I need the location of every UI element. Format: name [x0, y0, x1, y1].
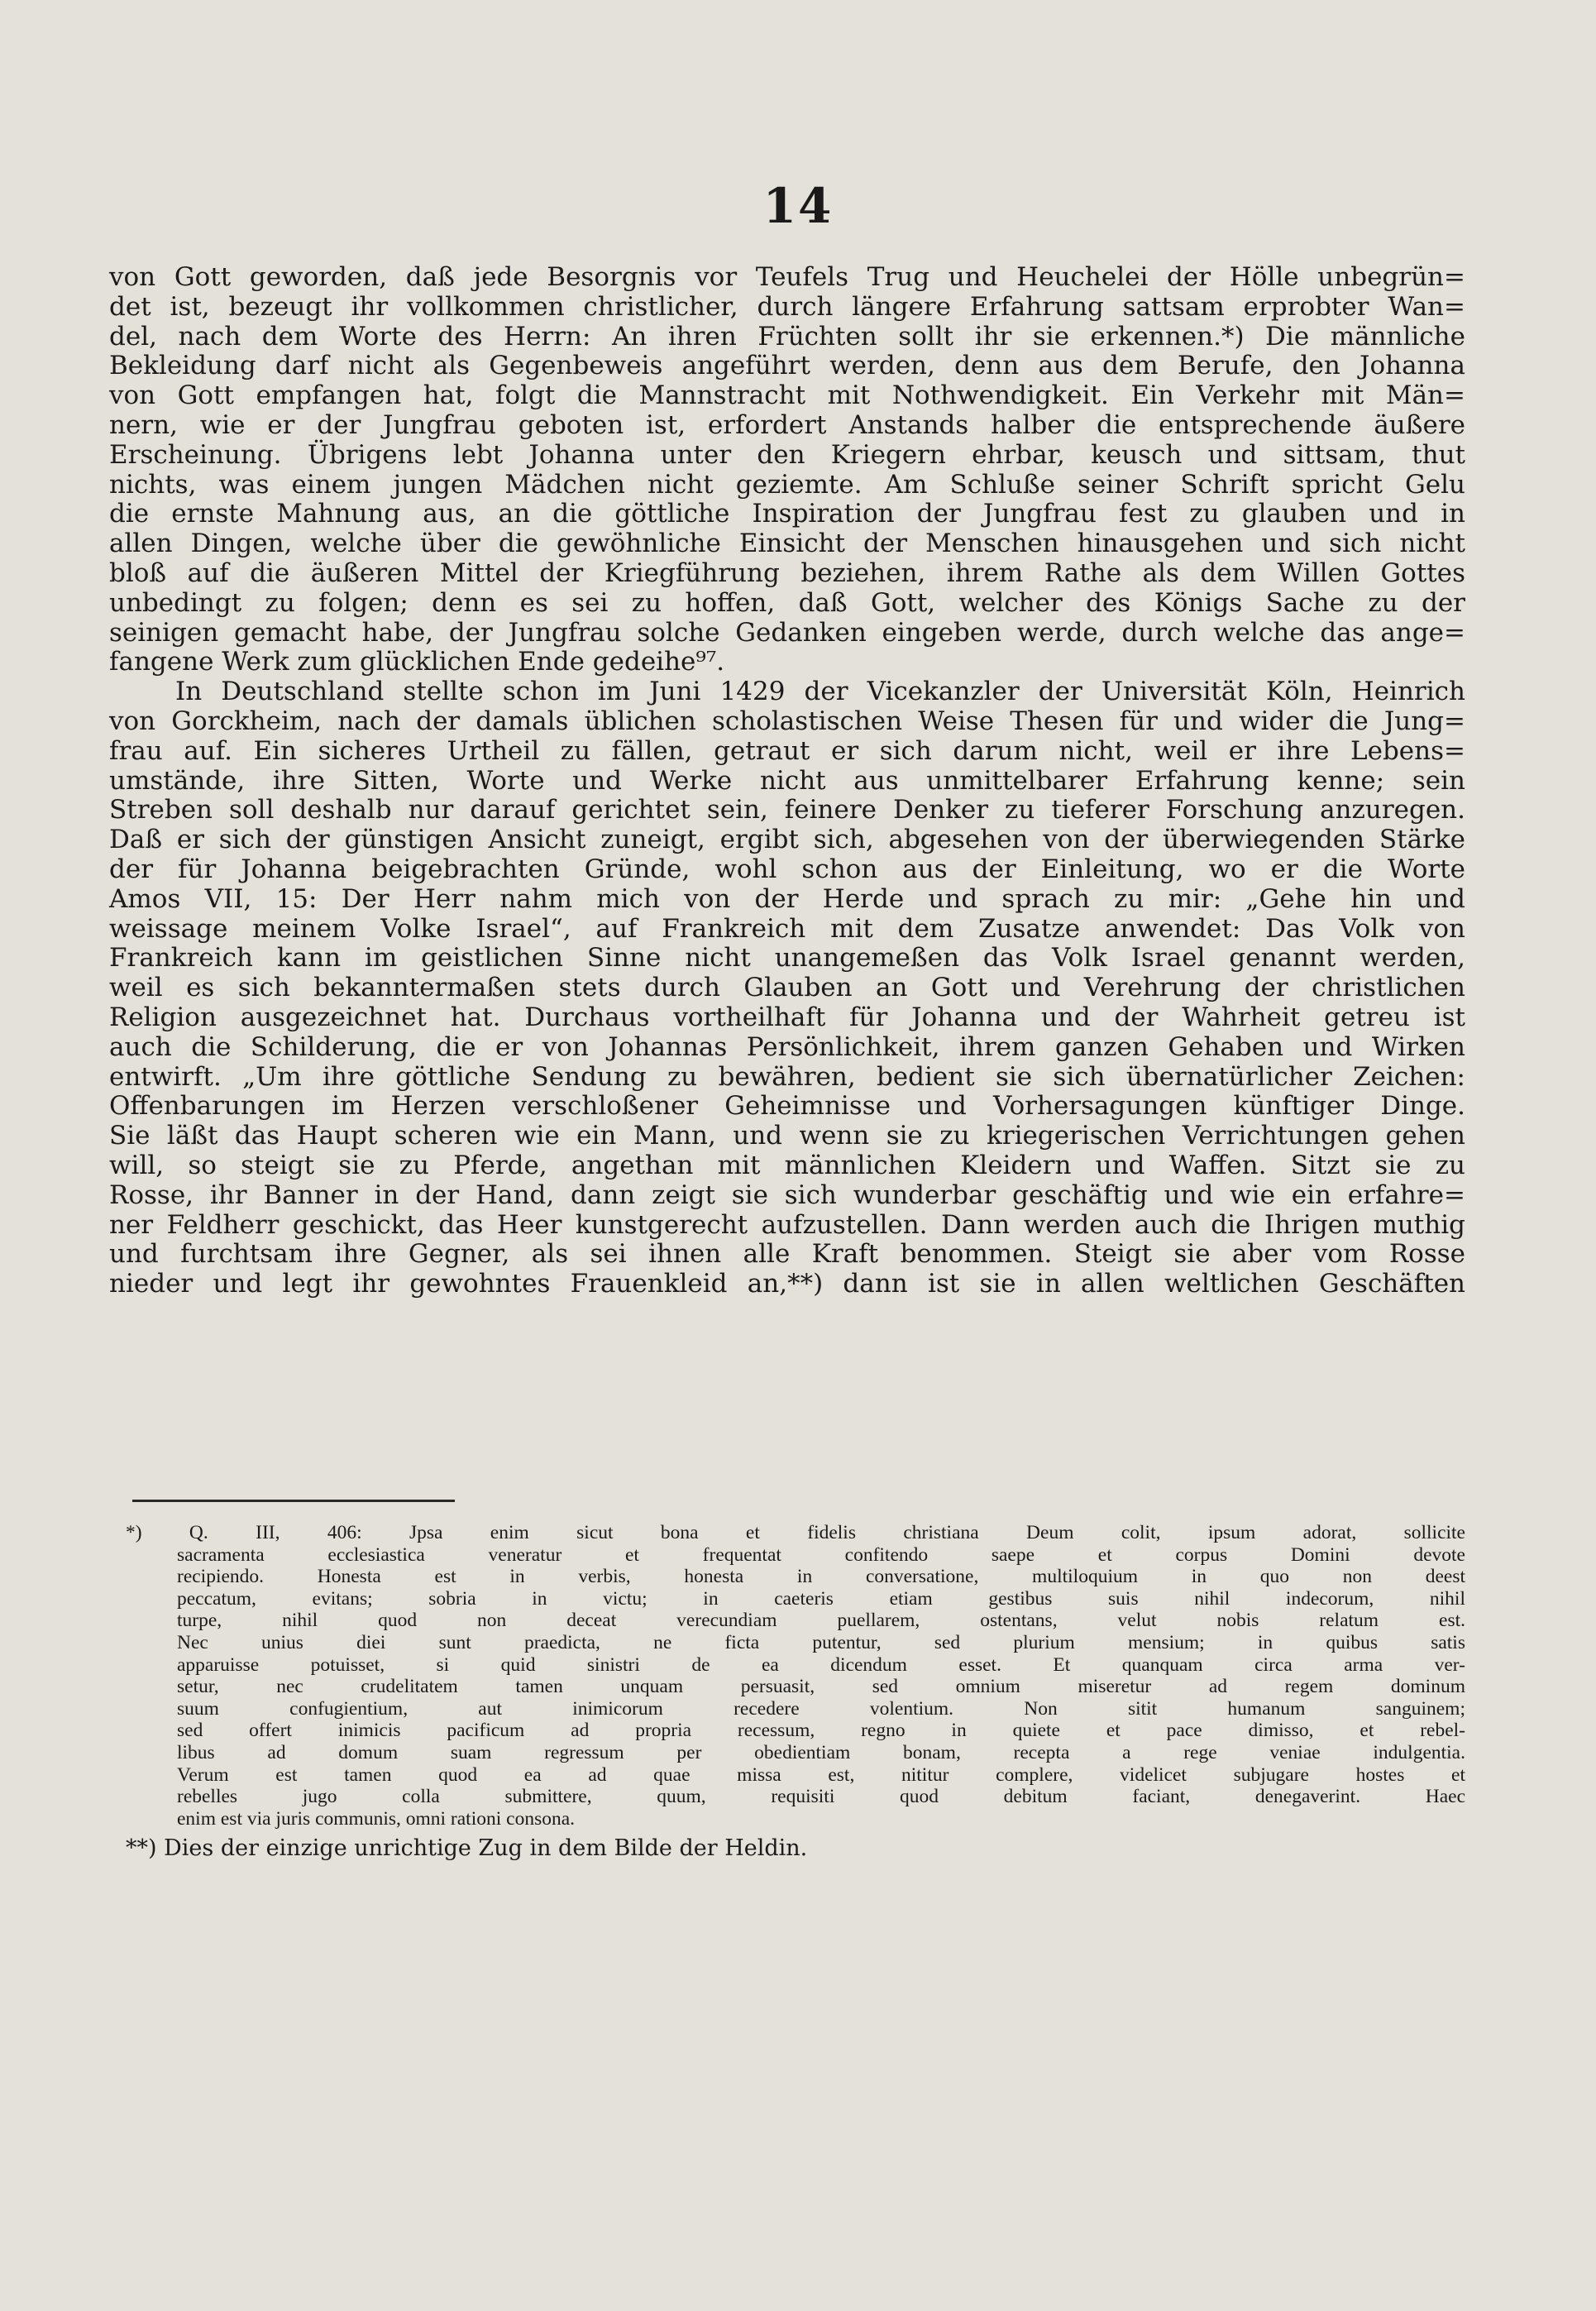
main-text: [109, 263, 1465, 1299]
text-line: seinigen gemacht habe, der Jungfrau solche Gedanken eingeben werde, durch welche das ange=: [109, 617, 1465, 648]
text-line: von Gott geworden, daß jede Besorgnis vor Teufels Trug und Heuchelei der Hölle unbegrün=: [109, 262, 1465, 292]
text-line: In Deutschland stellte schon im Juni 1429 der Vicekanzler der Universität Köln, Heinrich: [175, 677, 1465, 707]
text-line: von Gott empfangen hat, folgt die Mannstracht mit Nothwendigkeit. Ein Verkehr mit Män=: [109, 380, 1465, 411]
text-line: umstände, ihre Sitten, Worte und Werke nicht aus unmittelbarer Erfahrung kenne; sein: [109, 765, 1465, 796]
footnotes: [126, 1522, 1465, 1861]
text-line: Religion ausgezeichnet hat. Durchaus vortheilhaft für Johanna und der Wahrheit getreu ist: [109, 1002, 1465, 1032]
text-line: die ernste Mahnung aus, an die göttliche Inspiration der Jungfrau fest zu glauben und in: [109, 499, 1465, 529]
text-line: der für Johanna beigebrachten Gründe, wohl schon aus der Einleitung, wo er die Worte: [109, 854, 1465, 884]
text-line: bloß auf die äußeren Mittel der Kriegführung beziehen, ihrem Rathe als dem Willen Gottes: [109, 557, 1465, 588]
text-line: will, so steigt sie zu Pferde, angethan mit männlichen Kleidern und Waffen. Sitzt sie zu: [109, 1150, 1465, 1180]
text-line: weil es sich bekanntermaßen stets durch Glauben an Gott und Verehrung der christlichen: [109, 973, 1465, 1003]
footnote-line: setur, nec crudelitatem tamen unquam persuasit, sed omnium miseretur ad regem dominum: [177, 1676, 1465, 1698]
text-line: auch die Schilderung, die er von Johannas Persönlichkeit, ihrem ganzen Gehaben und Wirken: [109, 1031, 1465, 1062]
text-line: Streben soll deshalb nur darauf gerichtet sein, feinere Denker zu tieferer Forschung anzuregen.: [109, 795, 1465, 825]
text-line: nern, wie er der Jungfrau geboten ist, erfordert Anstands halber die entsprechende äußere: [109, 409, 1465, 440]
text-line: ner Feldherr geschickt, das Heer kunstgerecht aufzustellen. Dann werden auch die Ihrigen muthig: [109, 1209, 1465, 1240]
page-number: 14: [762, 178, 834, 234]
text-line: Offenbarungen im Herzen verschloßener Geheimnisse und Vorhersagungen künftiger Dinge.: [109, 1091, 1465, 1122]
footnote-line: libus ad domum suam regressum per obedientiam bonam, recepta a rege veniae indulgentia.: [177, 1741, 1465, 1763]
footnote-line: recipiendo. Honesta est in verbis, honesta in conversatione, multiloquium in quo non deest: [177, 1566, 1465, 1588]
footnote-line: *) Q. III, 406: Jpsa enim sicut bona et fidelis christiana Deum colit, ipsum adorat, sollicite: [126, 1522, 1465, 1543]
text-line: Frankreich kann im geistlichen Sinne nicht unangemeßen das Volk Israel genannt werden,: [109, 943, 1465, 974]
text-line: Daß er sich der günstigen Ansicht zuneigt, ergibt sich, abgesehen von der überwiegenden Stärke: [109, 825, 1465, 855]
text-line: unbedingt zu folgen; denn es sei zu hoffen, daß Gott, welcher des Königs Sache zu der: [109, 587, 1465, 618]
footnote-line: Verum est tamen quod ea ad quae missa est, nititur complere, videlicet subjugare hostes et: [177, 1763, 1465, 1786]
footnote-second: **) Dies der einzige unrichtige Zug in dem Bilde der Heldin.: [126, 1835, 808, 1862]
text-line: und furchtsam ihre Gegner, als sei ihnen alle Kraft benommen. Steigt sie aber vom Rosse: [109, 1239, 1465, 1270]
footnote-line: apparuisse potuisset, si quid sinistri de ea dicendum esset. Et quanquam circa arma ver-: [177, 1653, 1465, 1676]
footnote-line: sacramenta ecclesiastica veneratur et frequentat confitendo saepe et corpus Domini devote: [177, 1543, 1465, 1566]
footnote-line: enim est via juris communis, omni rationi consona.: [177, 1807, 576, 1830]
footnote-line: sed offert inimicis pacificum ad propria recessum, regno in quiete et pace dimisso, et rebel-: [177, 1720, 1465, 1742]
text-line: nichts, was einem jungen Mädchen nicht geziemte. Am Schluße seiner Schrift spricht Gelu: [109, 469, 1465, 500]
text-line: del, nach dem Worte des Herrn: An ihren Früchten sollt ihr sie erkennen.*) Die männliche: [109, 321, 1465, 352]
text-line: weissage meinem Volke Israel“, auf Frankreich mit dem Zusatze anwendet: Das Volk von: [109, 913, 1465, 944]
text-line: entwirft. „Um ihre göttliche Sendung zu bewähren, bedient sie sich übernatürlicher Zeichen:: [109, 1061, 1465, 1092]
text-line: Rosse, ihr Banner in der Hand, dann zeigt sie sich wunderbar geschäftig und wie ein erfahre=: [109, 1179, 1465, 1210]
footnote-line: peccatum, evitans; sobria in victu; in caeteris etiam gestibus suis nihil indecorum, nihil: [177, 1587, 1465, 1610]
footnote-line: turpe, nihil quod non deceat verecundiam puellarem, ostentans, velut nobis relatum est.: [177, 1610, 1465, 1632]
text-line: Erscheinung. Übrigens lebt Johanna unter den Kriegern ehrbar, keusch und sittsam, thut: [109, 439, 1465, 470]
footnote-line: Nec unius diei sunt praedicta, ne ficta putentur, sed plurium mensium; in quibus satis: [177, 1631, 1465, 1653]
text-line: Amos VII, 15: Der Herr nahm mich von der Herde und sprach zu mir: „Gehe hin und: [109, 883, 1465, 914]
footnote-line: rebelles jugo colla submittere, quum, requisiti quod debitum faciant, denegaverint. Haec: [177, 1786, 1465, 1808]
text-line: Bekleidung darf nicht als Gegenbeweis angeführt werden, denn aus dem Berufe, den Johanna: [109, 351, 1465, 381]
text-line: von Gorckheim, nach der damals üblichen scholastischen Weise Thesen für und wider die Jung=: [109, 706, 1465, 736]
text-line: det ist, bezeugt ihr vollkommen christlicher, durch längere Erfahrung sattsam erprobter Wan=: [109, 291, 1465, 322]
text-line: nieder und legt ihr gewohntes Frauenkleid an,**) dann ist sie in allen weltlichen Geschäften: [109, 1269, 1465, 1299]
text-line: frau auf. Ein sicheres Urtheil zu fällen, getraut er sich darum nicht, weil er ihre Lebens=: [109, 735, 1465, 766]
footnote-line: suum confugientium, aut inimicorum recedere volentium. Non sitit humanum sanguinem;: [177, 1697, 1465, 1720]
text-line: Sie läßt das Haupt scheren wie ein Mann, und wenn sie zu kriegerischen Verrichtungen gehen: [109, 1121, 1465, 1151]
text-line: allen Dingen, welche über die gewöhnliche Einsicht der Menschen hinausgehen und sich nicht: [109, 529, 1465, 559]
text-line: fangene Werk zum glücklichen Ende gedeihe⁹⁷.: [109, 647, 725, 677]
footnote-divider: [132, 1500, 455, 1502]
